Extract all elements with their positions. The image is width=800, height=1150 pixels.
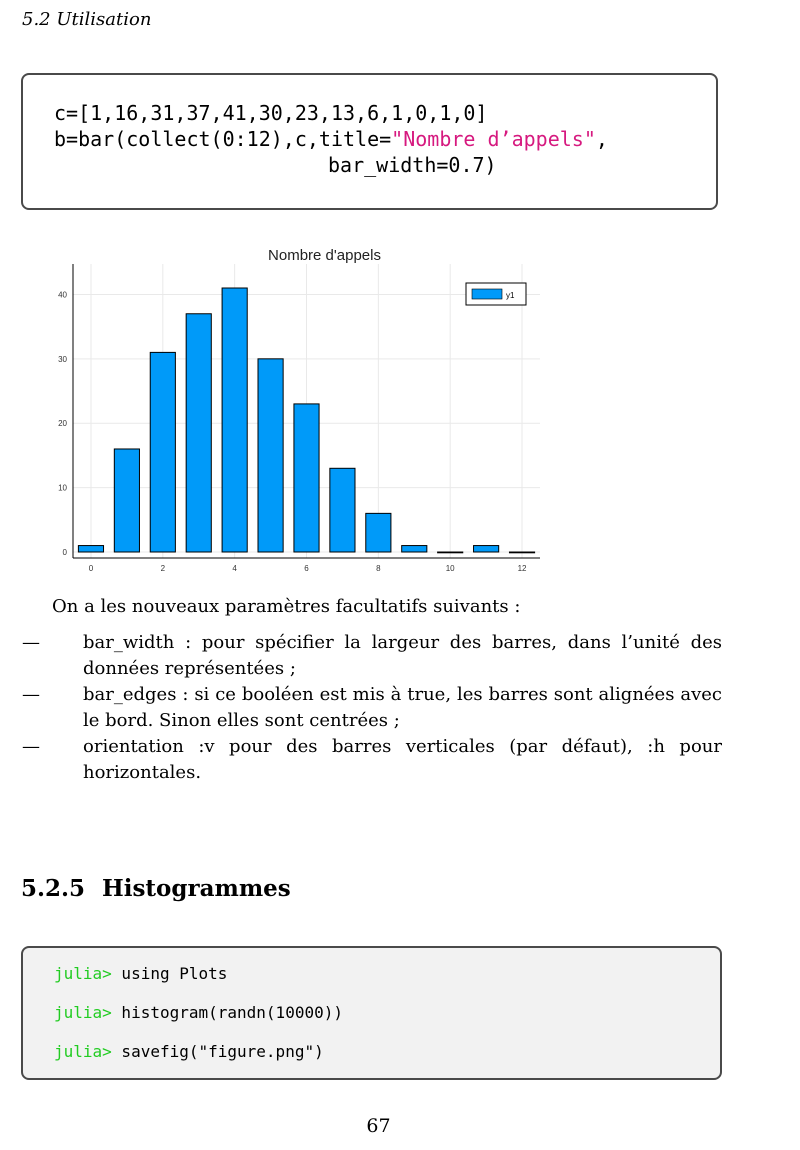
- bar: [222, 288, 247, 552]
- list-dash: —: [22, 736, 40, 757]
- bar: [438, 552, 463, 553]
- list-dash: —: [22, 632, 40, 653]
- code-line-1: c=[1,16,31,37,41,30,23,13,6,1,0,1,0]: [54, 101, 488, 125]
- page-number: 67: [366, 1115, 391, 1137]
- x-tick-label: 8: [376, 564, 381, 573]
- bar-chart: [40, 240, 560, 580]
- bar: [402, 546, 427, 552]
- repl-prompt: julia>: [54, 1003, 112, 1022]
- list-item: [22, 630, 722, 682]
- code-block: [21, 73, 718, 210]
- y-tick-label: 20: [58, 419, 67, 429]
- list-item-text: bar_width : pour spécifier la largeur des barres, dans l’unité des données représentées ;: [83, 632, 722, 679]
- bar: [186, 314, 211, 552]
- code-line-3: bar_width=0.7): [328, 153, 497, 177]
- repl-block: [21, 946, 722, 1080]
- legend-label: y1: [506, 291, 515, 300]
- code-line-2: [54, 127, 608, 151]
- list-item: [22, 682, 722, 734]
- list-item-text: bar_edges : si ce booléen est mis à true, les barres sont alignées avec le bord. Sinon elles sont centrées ;: [83, 684, 722, 731]
- x-tick-label: 6: [304, 564, 309, 573]
- bar: [114, 449, 139, 552]
- y-tick-label: 10: [58, 483, 67, 493]
- list-item-text: orientation :v pour des barres verticales (par défaut), :h pour horizontales.: [83, 736, 722, 783]
- code-string: "Nombre d’appels": [391, 127, 596, 151]
- repl-prompt: julia>: [54, 964, 112, 983]
- parameter-list: [22, 630, 722, 786]
- x-tick-label: 0: [88, 564, 94, 573]
- repl-prompt: julia>: [54, 1042, 112, 1061]
- x-tick-label: 2: [160, 564, 166, 573]
- x-tick-label: 4: [232, 564, 237, 573]
- code-text: ,: [595, 127, 608, 151]
- repl-line: [54, 1042, 324, 1061]
- repl-line: [54, 964, 227, 983]
- x-tick-label: 10: [445, 564, 455, 573]
- bar: [150, 352, 175, 552]
- bar: [78, 546, 103, 552]
- repl-line: [54, 1003, 343, 1022]
- list-item: [22, 734, 722, 786]
- repl-command: using Plots: [111, 964, 228, 983]
- bar: [294, 404, 319, 552]
- intro-paragraph: On a les nouveaux paramètres facultatifs suivants :: [52, 596, 521, 617]
- y-tick-label: 0: [62, 548, 67, 557]
- x-tick-label: 12: [517, 564, 527, 573]
- section-title: Histogrammes: [102, 875, 291, 902]
- bar: [509, 552, 534, 553]
- section-heading: [21, 875, 291, 902]
- y-tick-label: 30: [58, 354, 67, 364]
- repl-command: savefig("figure.png"): [111, 1042, 324, 1061]
- bar: [258, 359, 283, 552]
- repl-command: histogram(randn(10000)): [111, 1003, 343, 1022]
- chart-title: Nombre d'appels: [268, 247, 381, 264]
- code-text: b=bar(collect(0:12),c,title=: [54, 127, 392, 151]
- bar: [330, 468, 355, 552]
- bar: [474, 546, 499, 552]
- running-head: 5.2 Utilisation: [22, 9, 152, 30]
- legend-swatch: [472, 289, 502, 299]
- section-number: 5.2.5: [21, 875, 86, 902]
- bar: [366, 513, 391, 552]
- y-tick-label: 40: [58, 290, 67, 300]
- list-dash: —: [22, 684, 40, 705]
